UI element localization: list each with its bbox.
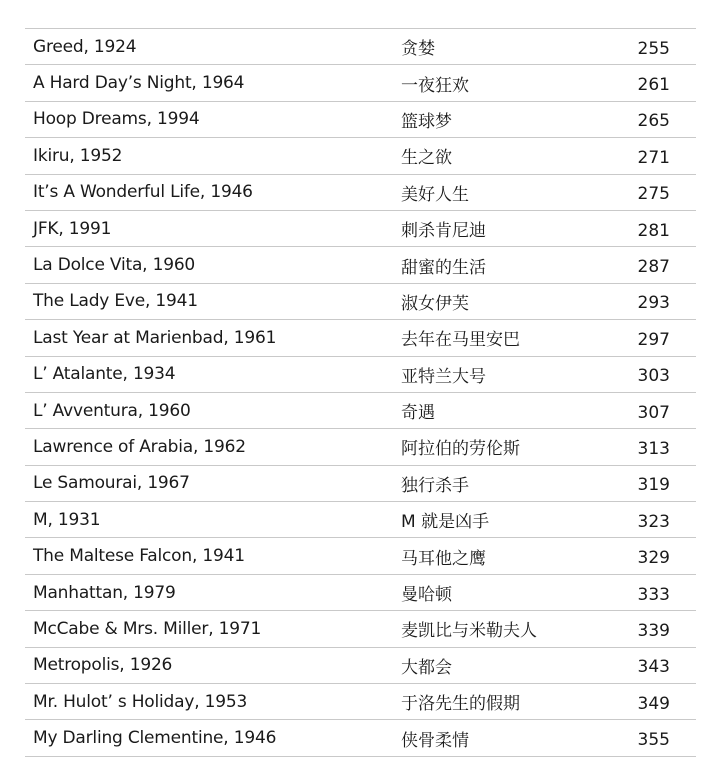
film-title: The Lady Eve, 1941 xyxy=(33,291,198,312)
film-title: My Darling Clementine, 1946 xyxy=(33,728,277,749)
film-title: JFK, 1991 xyxy=(33,218,112,239)
page-number: 303 xyxy=(637,366,670,387)
chinese-title: 麦凯比与米勒夫人 xyxy=(401,621,537,642)
page-number: 275 xyxy=(637,184,670,205)
page-number: 349 xyxy=(637,693,670,714)
page-number: 271 xyxy=(637,147,670,168)
table-row xyxy=(25,648,696,684)
page-number: 281 xyxy=(637,220,670,241)
film-title: Metropolis, 1926 xyxy=(33,655,173,676)
table-row xyxy=(25,466,696,502)
chinese-title: 亚特兰大号 xyxy=(401,366,486,387)
table-row xyxy=(25,29,696,65)
film-title: Greed, 1924 xyxy=(33,36,137,57)
chinese-title: 去年在马里安巴 xyxy=(401,330,520,351)
film-title: L’ Avventura, 1960 xyxy=(33,400,191,421)
table-row xyxy=(25,575,696,611)
film-title: Le Samourai, 1967 xyxy=(33,473,190,494)
chinese-title: 刺杀肯尼迪 xyxy=(401,221,486,242)
table-row xyxy=(25,611,696,647)
chinese-title: 一夜狂欢 xyxy=(401,75,469,96)
page-number: 333 xyxy=(637,584,670,605)
film-title: The Maltese Falcon, 1941 xyxy=(33,546,245,567)
page-number: 265 xyxy=(637,111,670,132)
table-row xyxy=(25,284,696,320)
chinese-title: 大都会 xyxy=(401,657,452,678)
chinese-title: 于洛先生的假期 xyxy=(401,694,520,715)
table-row xyxy=(25,429,696,465)
film-title: McCabe & Mrs. Miller, 1971 xyxy=(33,618,262,639)
film-title: It’s A Wonderful Life, 1946 xyxy=(33,182,253,203)
page-number: 255 xyxy=(637,38,670,59)
chinese-title: 篮球梦 xyxy=(401,111,452,132)
chinese-title: 阿拉伯的劳伦斯 xyxy=(401,439,520,460)
table-row xyxy=(25,247,696,283)
table-row xyxy=(25,720,696,756)
chinese-title: 侠骨柔情 xyxy=(401,730,469,751)
table-row xyxy=(25,502,696,538)
film-title: Lawrence of Arabia, 1962 xyxy=(33,436,246,457)
page-number: 313 xyxy=(637,438,670,459)
table-row xyxy=(25,538,696,574)
table-row xyxy=(25,393,696,429)
film-title: M, 1931 xyxy=(33,509,101,530)
page-number: 307 xyxy=(637,402,670,423)
film-title: Mr. Hulot’ s Holiday, 1953 xyxy=(33,691,248,712)
film-title: A Hard Day’s Night, 1964 xyxy=(33,73,245,94)
film-title: La Dolce Vita, 1960 xyxy=(33,255,196,276)
table-row xyxy=(25,320,696,356)
chinese-title: 甜蜜的生活 xyxy=(401,257,486,278)
page-number: 297 xyxy=(637,329,670,350)
film-title: Ikiru, 1952 xyxy=(33,145,123,166)
chinese-title: 美好人生 xyxy=(401,184,469,205)
film-title: L’ Atalante, 1934 xyxy=(33,364,176,385)
page-number: 339 xyxy=(637,620,670,641)
page-number: 329 xyxy=(637,548,670,569)
chinese-title: 贪婪 xyxy=(401,39,435,60)
film-title: Manhattan, 1979 xyxy=(33,582,176,603)
chinese-title: 马耳他之鹰 xyxy=(401,548,486,569)
chinese-title: M 就是凶手 xyxy=(401,512,490,533)
table-row xyxy=(25,684,696,720)
page-number: 319 xyxy=(637,475,670,496)
chinese-title: 奇遇 xyxy=(401,403,435,424)
page-number: 261 xyxy=(637,75,670,96)
page-number: 287 xyxy=(637,257,670,278)
page-number: 343 xyxy=(637,657,670,678)
table-row xyxy=(25,65,696,101)
table-row xyxy=(25,175,696,211)
page-number: 293 xyxy=(637,293,670,314)
table-row xyxy=(25,357,696,393)
chinese-title: 生之欲 xyxy=(401,148,452,169)
table-row xyxy=(25,211,696,247)
table-row xyxy=(25,138,696,174)
chinese-title: 独行杀手 xyxy=(401,475,469,496)
film-title: Hoop Dreams, 1994 xyxy=(33,109,200,130)
page-number: 355 xyxy=(637,730,670,751)
film-title: Last Year at Marienbad, 1961 xyxy=(33,327,277,348)
page-number: 323 xyxy=(637,511,670,532)
chinese-title: 曼哈顿 xyxy=(401,585,452,606)
chinese-title: 淑女伊芙 xyxy=(401,293,469,314)
film-index-table xyxy=(25,28,696,757)
table-row xyxy=(25,102,696,138)
